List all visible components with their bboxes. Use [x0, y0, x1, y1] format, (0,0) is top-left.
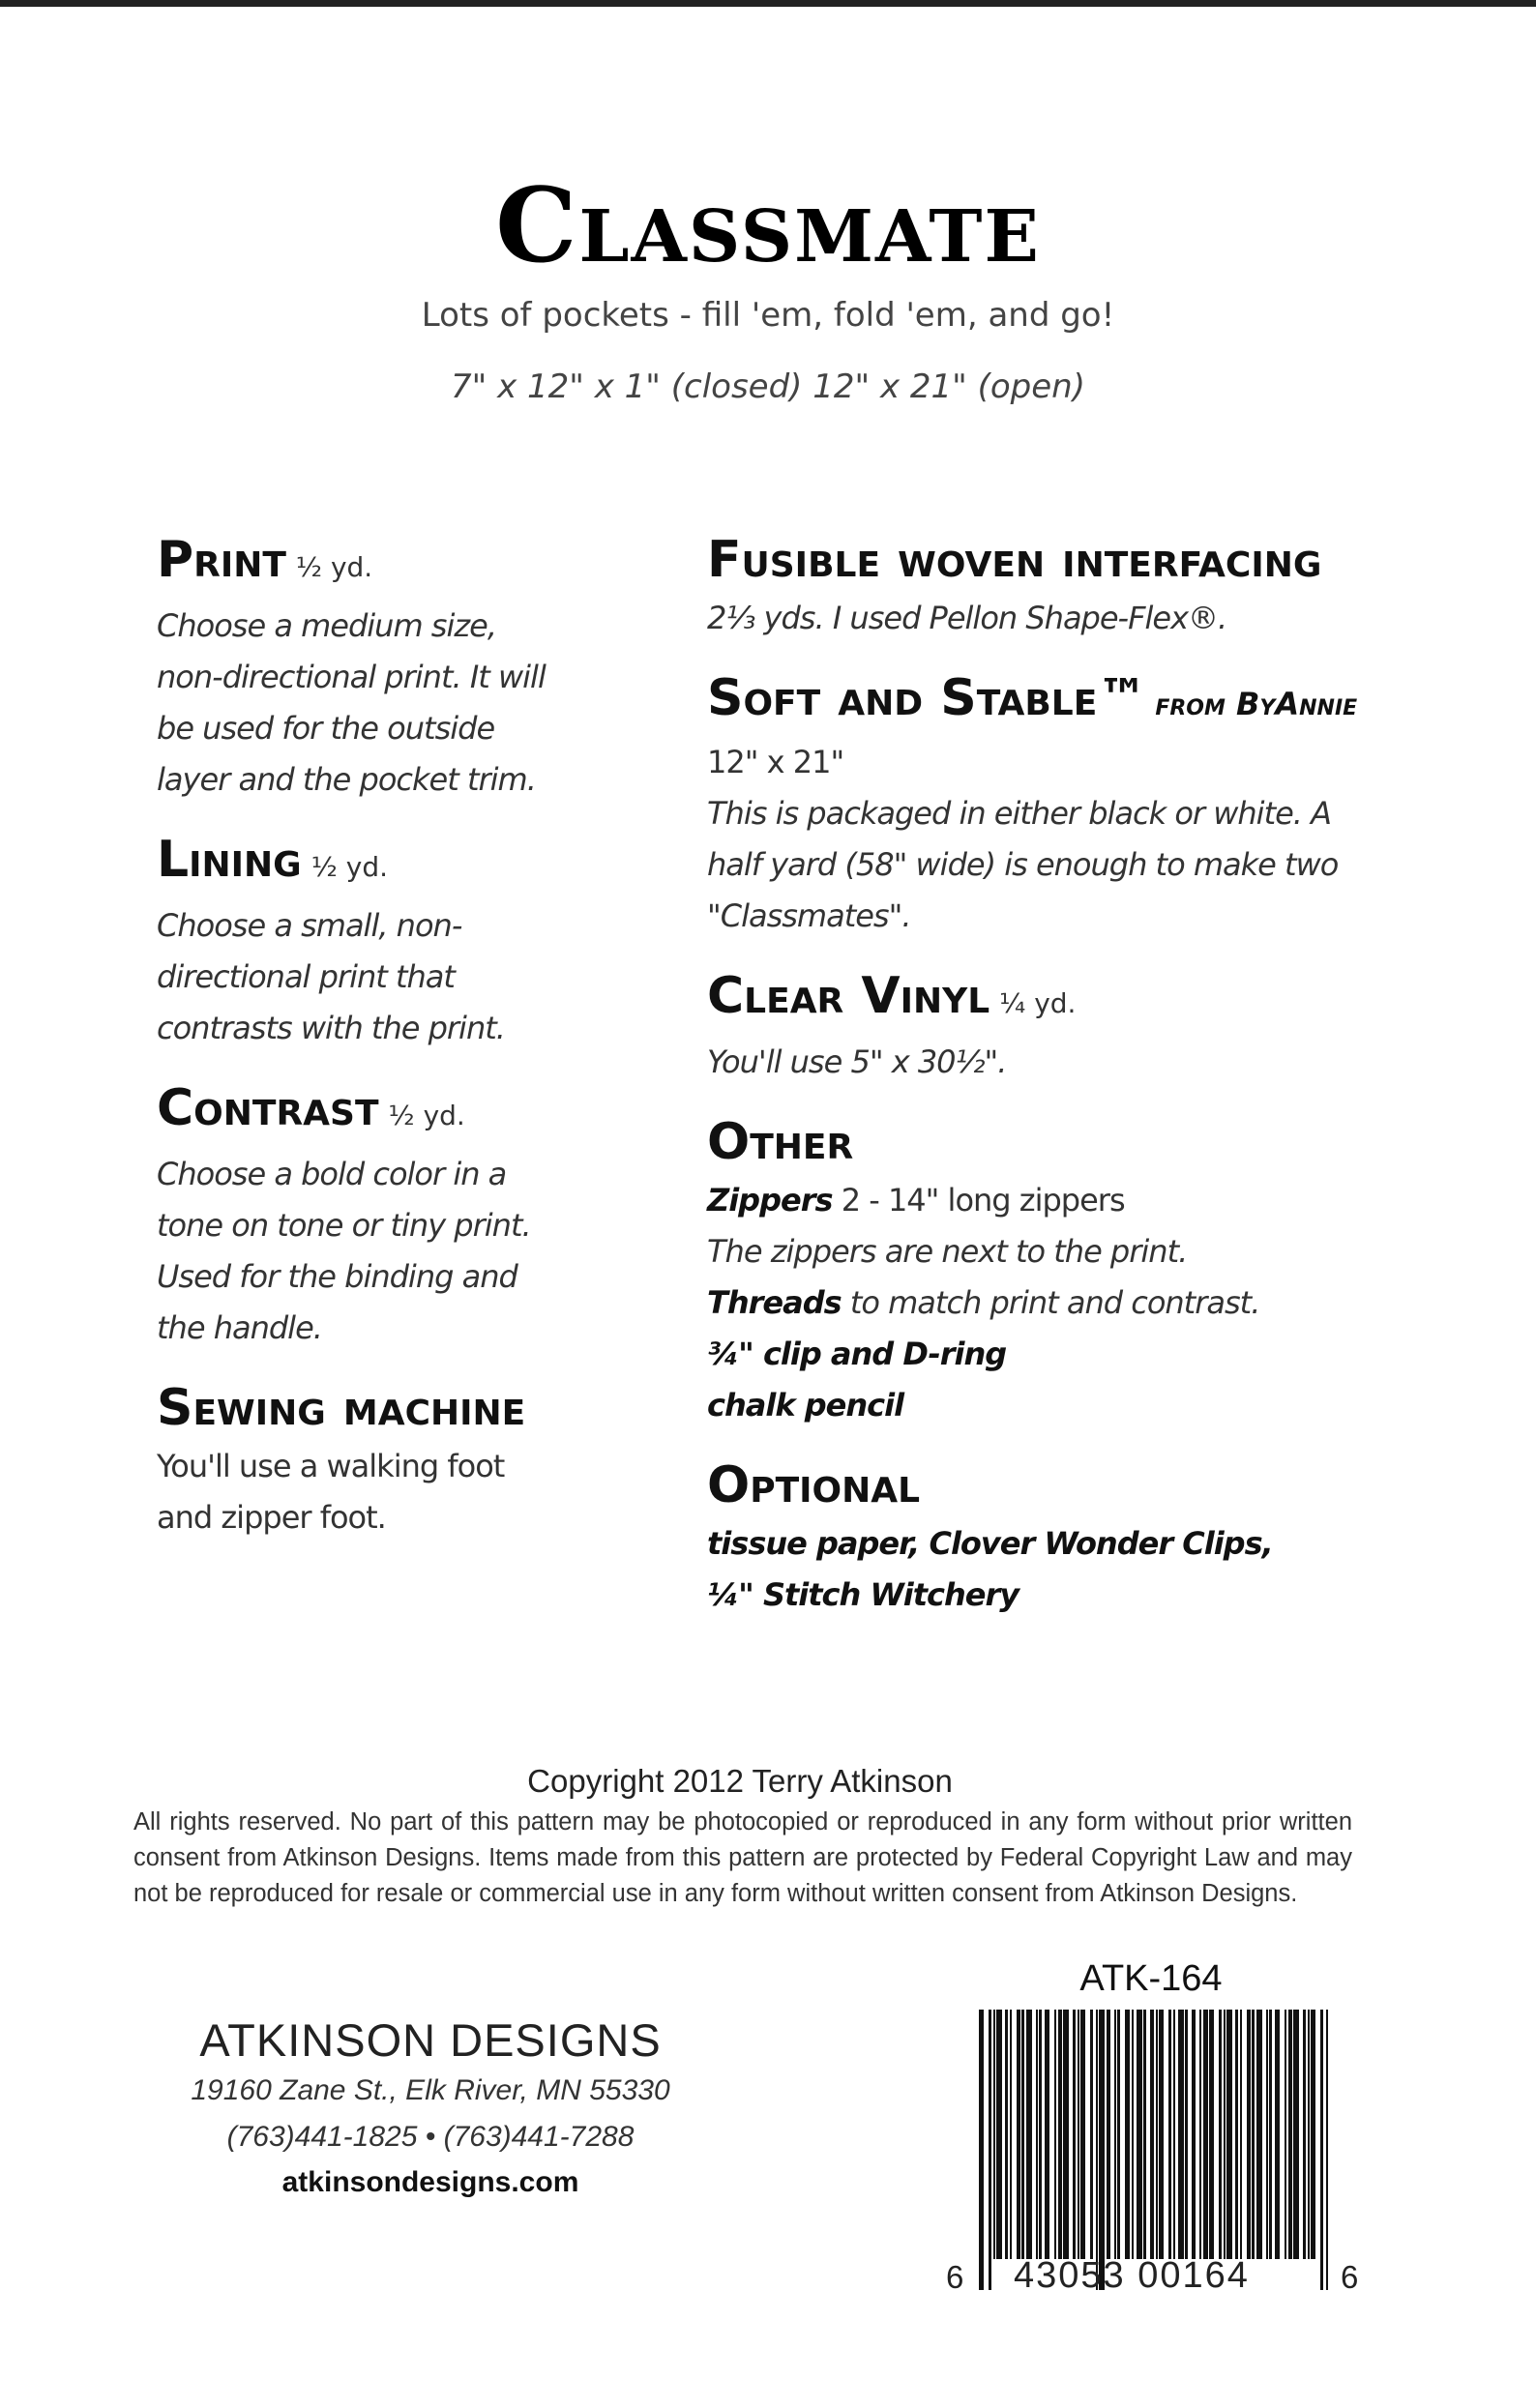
- barcode-bar: [1039, 2010, 1042, 2259]
- threads-label: Threads: [707, 1284, 842, 1321]
- barcode-bar: [1288, 2010, 1292, 2259]
- print-description-line: layer and the pocket trim.: [157, 761, 536, 798]
- barcode-bar: [1293, 2010, 1299, 2259]
- soft-stable-size: 12" x 21": [707, 744, 844, 780]
- tagline: Lots of pockets - fill 'em, fold 'em, and go!: [421, 296, 1115, 335]
- clear-vinyl-description: You'll use 5" x 30½".: [707, 1043, 1007, 1080]
- barcode-bar: [1199, 2010, 1201, 2259]
- lining-section: [157, 827, 592, 1054]
- sewing-machine-description-line: You'll use a walking foot: [157, 1448, 505, 1484]
- barcode-bar: [1010, 2010, 1012, 2259]
- other-section: [707, 1109, 1365, 1431]
- soft-stable-description-line: "Classmates".: [707, 897, 911, 934]
- page-title: Classmate: [495, 164, 1041, 285]
- copyright-title: Copyright 2012 Terry Atkinson: [527, 1763, 953, 1799]
- barcode-bar: [1054, 2010, 1056, 2259]
- print-amount: ½ yd.: [295, 551, 373, 583]
- barcode-bar: [1266, 2010, 1268, 2259]
- barcode-bar: [1178, 2010, 1184, 2259]
- threads-text: to match print and contrast.: [849, 1284, 1260, 1321]
- barcode-bar: [1235, 2010, 1238, 2259]
- barcode-bar: [1143, 2010, 1146, 2259]
- barcode-bar: [1096, 2010, 1098, 2290]
- copyright-notice: All rights reserved. No part of this pattern may be photocopied or reproduced in any form without prior written consent from Atkinson Designs. Items made from this pattern are protected by Federal Copyright Law and may not be reproduced for resale or commercial use in any form without written consent from Atkinson Designs.: [133, 1808, 1352, 1907]
- soft-stable-description-line: half yard (58" wide) is enough to make two: [707, 846, 1339, 883]
- barcode-bar: [1137, 2010, 1142, 2259]
- lining-heading: Lining: [157, 831, 302, 889]
- clip-item: ¾" clip and D-ring: [707, 1336, 1007, 1372]
- interfacing-section: [707, 527, 1365, 644]
- other-heading: Other: [707, 1113, 854, 1171]
- barcode-bar: [1073, 2010, 1076, 2259]
- supplies-left-column: [157, 527, 592, 1565]
- lining-description-line: directional print that: [157, 958, 455, 995]
- clear-vinyl-heading: Clear Vinyl: [707, 967, 990, 1025]
- top-border-rule: [0, 0, 1536, 7]
- optional-section: [707, 1453, 1365, 1621]
- clear-vinyl-amount: ¼ yd.: [999, 987, 1077, 1019]
- barcode-bar: [1185, 2010, 1188, 2259]
- barcode-bar: [1117, 2010, 1120, 2259]
- print-description-line: Choose a medium size,: [157, 607, 496, 644]
- barcode-bar: [1045, 2010, 1049, 2259]
- barcode-bar: [1173, 2010, 1175, 2259]
- barcode-digit-right: 6: [1341, 2259, 1359, 2295]
- barcode-digits: 43053 00164: [1014, 2255, 1250, 2296]
- soft-stable-description-line: This is packaged in either black or white. A: [707, 795, 1332, 832]
- interfacing-description: 2⅓ yds. I used Pellon Shape-Flex®.: [707, 600, 1227, 636]
- supplies-right-column: [707, 527, 1365, 1642]
- optional-line: ¼" Stitch Witchery: [707, 1576, 1019, 1613]
- sku-label: ATK-164: [1079, 1958, 1223, 1999]
- lining-description-line: contrasts with the print.: [157, 1010, 505, 1046]
- barcode-bar: [1320, 2010, 1323, 2290]
- optional-line: tissue paper, Clover Wonder Clips,: [707, 1525, 1273, 1562]
- barcode-digit-left: 6: [946, 2259, 964, 2295]
- sewing-machine-section: [157, 1375, 592, 1543]
- print-section: [157, 527, 592, 806]
- company-website: atkinsondesigns.com: [281, 2166, 579, 2198]
- soft-stable-source: from ByAnnie: [1155, 686, 1358, 722]
- barcode-bar: [1303, 2010, 1306, 2259]
- company-phones: (763)441-1825 • (763)441-7288: [226, 2121, 635, 2153]
- barcode-bar: [1156, 2010, 1158, 2259]
- soft-stable-section: [707, 665, 1365, 942]
- barcode-bar: [1224, 2010, 1226, 2259]
- barcode-bar: [989, 2010, 991, 2290]
- barcode-bar: [1203, 2010, 1208, 2259]
- barcode-bar: [1017, 2010, 1020, 2259]
- barcode-bar: [1269, 2010, 1272, 2259]
- barcode-bar: [1114, 2010, 1116, 2259]
- barcode-bar: [1219, 2010, 1222, 2259]
- barcode-bar: [979, 2010, 984, 2290]
- contrast-description-line: the handle.: [157, 1309, 322, 1346]
- barcode-bar: [1021, 2010, 1024, 2259]
- zippers-text: 2 - 14" long zippers: [841, 1182, 1125, 1219]
- barcode-bar: [1308, 2010, 1310, 2259]
- barcode-bar: [1226, 2010, 1232, 2259]
- company-name: ATKINSON DESIGNS: [199, 2014, 662, 2066]
- company-address: 19160 Zane St., Elk River, MN 55330: [191, 2074, 670, 2106]
- barcode-bar: [1311, 2010, 1315, 2259]
- barcode-bar: [1125, 2010, 1130, 2259]
- contrast-description-line: tone on tone or tiny print.: [157, 1207, 531, 1244]
- barcode-bar: [1192, 2010, 1196, 2259]
- sewing-machine-heading: Sewing machine: [157, 1379, 526, 1437]
- barcode-bar: [1159, 2010, 1164, 2259]
- barcode-bar: [993, 2010, 995, 2259]
- lining-description-line: Choose a small, non-: [157, 907, 462, 944]
- barcode-bar: [1063, 2010, 1069, 2259]
- print-description-line: non-directional print. It will: [157, 659, 546, 695]
- barcode-bar: [996, 2010, 1002, 2259]
- barcode-bar: [1247, 2010, 1251, 2259]
- soft-stable-heading: Soft and Stable™: [707, 669, 1148, 727]
- barcode-bar: [1005, 2010, 1008, 2259]
- barcode-bar: [1256, 2010, 1262, 2259]
- barcode-bar: [1090, 2010, 1093, 2259]
- barcode-bar: [1252, 2010, 1255, 2259]
- chalk-item: chalk pencil: [707, 1387, 904, 1424]
- barcode-bar: [1036, 2010, 1038, 2259]
- contrast-section: [157, 1075, 592, 1354]
- barcode-bar: [1099, 2010, 1105, 2290]
- barcode-bar: [1026, 2010, 1032, 2259]
- sewing-machine-description-line: and zipper foot.: [157, 1499, 386, 1536]
- barcode-image: [977, 2010, 1335, 2290]
- barcode-bar: [1058, 2010, 1062, 2259]
- optional-heading: Optional: [707, 1456, 921, 1514]
- lining-amount: ½ yd.: [310, 851, 389, 883]
- barcode-bar: [1150, 2010, 1154, 2259]
- dimensions: 7" x 12" x 1" (closed) 12" x 21" (open): [451, 367, 1085, 406]
- barcode-bar: [1326, 2010, 1328, 2290]
- print-heading: Print: [157, 531, 286, 589]
- contrast-amount: ½ yd.: [388, 1100, 465, 1131]
- zippers-label: Zippers: [707, 1182, 833, 1219]
- contrast-description-line: Choose a bold color in a: [157, 1156, 507, 1192]
- barcode-bar: [1078, 2010, 1079, 2259]
- print-description-line: be used for the outside: [157, 710, 495, 747]
- barcode-bar: [1275, 2010, 1280, 2259]
- zippers-note: The zippers are next to the print.: [707, 1233, 1188, 1270]
- barcode-bar: [1107, 2010, 1110, 2259]
- barcode-bar: [1168, 2010, 1171, 2259]
- barcode-bar: [1209, 2010, 1214, 2259]
- barcode-bar: [1132, 2010, 1134, 2259]
- contrast-description-line: Used for the binding and: [157, 1258, 517, 1295]
- clear-vinyl-section: [707, 963, 1365, 1088]
- barcode-bar: [1285, 2010, 1286, 2259]
- barcode-bar: [1240, 2010, 1242, 2259]
- contrast-heading: Contrast: [157, 1079, 379, 1137]
- interfacing-heading: Fusible woven interfacing: [707, 531, 1322, 589]
- barcode-bar: [1080, 2010, 1085, 2259]
